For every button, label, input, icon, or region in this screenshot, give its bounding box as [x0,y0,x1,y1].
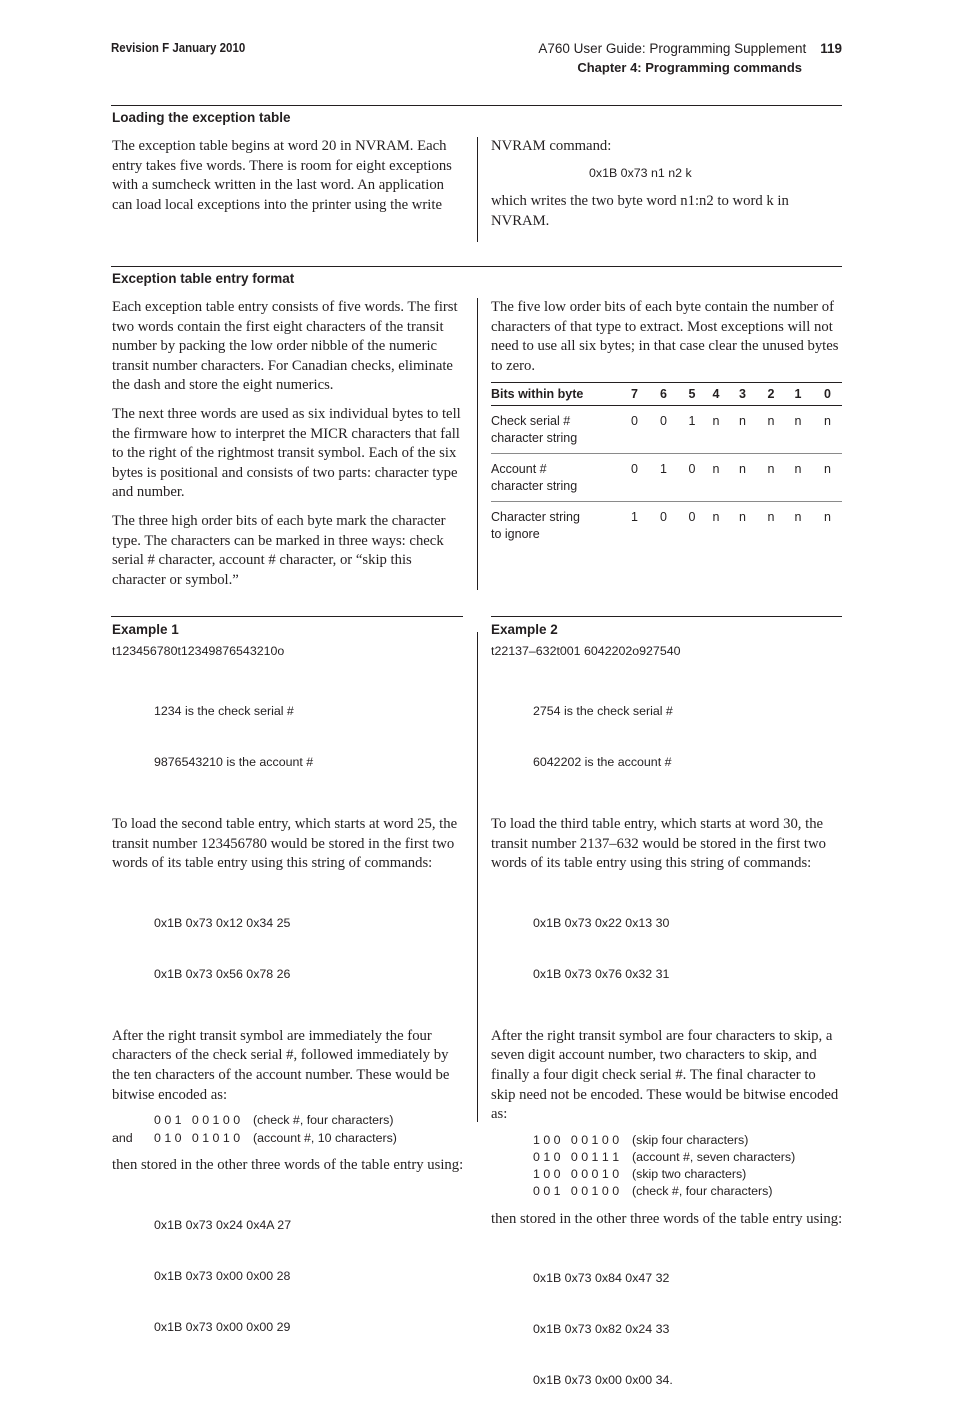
example2 [491,622,843,1423]
loading-paragraph-right-1: NVRAM command: [491,138,612,154]
bit-cell: n [726,406,759,454]
bit-cell: n [813,406,842,454]
example2-paragraph-1: To load the third table entry, which starts at word 30, the transit number 2137–632 would be stored in the first two words of its table entry using this string of commands: [491,816,826,872]
row-label: Account # character string [491,454,620,502]
bit-4-header: 4 [706,383,726,406]
revision-label: Revision F January 2010 [111,41,246,55]
example1-micr-line: t123456780t12349876543210o [112,644,285,658]
bit-cell: n [824,510,831,524]
example2-rule [491,616,842,617]
command-line: 0x1B 0x73 0x22 0x13 30 [533,915,670,930]
row-label: Character string to ignore [491,510,580,541]
example1-encoding [112,1112,464,1148]
encoding-bits: 0 1 0 0 1 0 1 0 [154,1131,241,1146]
example2-micr-line: t22137–632t001 6042202o927540 [491,644,681,658]
example1 [112,622,464,1370]
example2-commands-2 [533,1236,843,1423]
format-left-column [112,298,464,590]
doc-title: A760 User Guide: Programming Supplement [538,41,807,56]
example1-commands-1 [154,881,464,1017]
heading-loading-table: Loading the exception table [112,110,291,125]
heading-entry-format: Exception table entry format [112,271,295,286]
bits-table-header [491,383,842,406]
bit-3-header: 3 [726,383,759,406]
command-line: 0x1B 0x73 0x00 0x00 34. [533,1373,673,1388]
command-line: 0x1B 0x73 0x24 0x4A 27 [154,1217,292,1232]
encoding-description: (account #, 10 characters) [253,1131,397,1146]
table-row [491,454,842,502]
bit-cell: n [739,510,746,524]
bit-cell: 0 [688,510,696,524]
encoding-bits: 1 0 0 0 0 0 1 0 [533,1166,620,1181]
bit-7-header: 7 [620,383,649,406]
bit-cell: 0 [649,406,678,454]
example2-notes [533,669,843,805]
doc-title-line [538,39,842,58]
command-line: 0x1B 0x73 0x56 0x78 26 [154,966,291,981]
nvram-command: 0x1B 0x73 n1 n2 k [589,166,692,180]
example2-commands-1 [533,881,843,1017]
encoding-description: (skip two characters) [632,1166,747,1181]
bits-table-wrapper [491,382,842,549]
format-paragraph-right: The five low order bits of each byte contain the number of characters of that type to extract. Most exceptions will not need to use all six bytes; in that case clear the unused bytes to zero. [491,299,839,374]
table-row [491,406,842,454]
example2-paragraph-3: then stored in the other three words of the table entry using: [491,1210,843,1227]
format-paragraph-2: The next three words are used as six individual bytes to tell the firmware how to interpret the MICR characters that fall to the right of the rightmost transit symbol. Each of the six bytes is positional and consists of two parts: character type and number. [112,405,461,501]
bit-cell: n [783,406,813,454]
encoding-description: (check #, four characters) [632,1183,773,1198]
example1-account-note: 9876543210 is the account # [154,755,314,769]
encoding-and-label: and [112,1131,133,1146]
bit-cell: 0 [678,454,706,502]
bit-cell: n [794,510,802,524]
bit-cell: 0 [620,454,649,502]
example1-notes [154,669,464,805]
encoding-description: (account #, seven characters) [632,1149,796,1164]
bit-cell: 0 [660,510,667,524]
bit-cell: n [783,454,813,502]
format-paragraph-3: The three high order bits of each byte mark the character type. The characters can be marked in three ways: check serial # character, account # character, or “skip this character or symbol.” [112,512,446,588]
section-rule [111,105,842,106]
chapter-title: Chapter 4: Programming commands [577,60,802,75]
bit-0-header: 0 [813,383,842,406]
example2-serial-note: 2754 is the check serial # [533,704,673,718]
loading-paragraph-left: The exception table begins at word 20 in NVRAM. Each entry takes five words. There is room for eight exceptions with a sumcheck written in the last word. An application can load local exceptions into the printer using the write [112,138,452,213]
example2-paragraph-2: After the right transit symbol are four characters to skip, a seven digit account number, two characters to skip, and finally a four digit check serial #. The final character to skip need not be encoded. These would be bitwise encoded as: [491,1027,839,1123]
command-line: 0x1B 0x73 0x84 0x47 32 [533,1271,670,1286]
example2-account-note: 6042202 is the account # [533,755,672,769]
bit-2-header: 2 [759,383,783,406]
command-line: 0x1B 0x73 0x12 0x34 25 [154,915,291,930]
command-line: 0x1B 0x73 0x76 0x32 31 [533,966,670,981]
bit-cell: 1 [631,510,638,524]
example1-paragraph-1: To load the second table entry, which starts at word 25, the transit number 123456780 would be stored in the first two words of its table entry using this string of commands: [112,816,458,872]
command-line: 0x1B 0x73 0x00 0x00 29 [154,1319,291,1334]
column-divider [477,632,478,1122]
bits-table [491,383,842,549]
example1-paragraph-3: then stored in the other three words of the table entry using: [112,1157,464,1174]
example1-commands-2 [154,1183,464,1370]
example1-rule [111,616,463,617]
encoding-bits: 0 0 1 0 0 1 0 0 [533,1183,620,1198]
encoding-bits: 0 0 1 0 0 1 0 0 [154,1113,241,1128]
encoding-bits: 0 1 0 0 0 1 1 1 [533,1149,620,1164]
column-divider [477,298,478,590]
command-line: 0x1B 0x73 0x00 0x00 28 [154,1268,291,1283]
running-header [538,39,842,78]
example2-encoding [533,1132,843,1200]
bit-cell: n [706,454,726,502]
bits-header-label: Bits within byte [491,383,620,406]
bit-cell: 1 [678,406,706,454]
encoding-description: (skip four characters) [632,1132,749,1147]
example1-paragraph-2: After the right transit symbol are immediately the four characters of the check serial #, followed immediately by the ten characters of the account number. These would be bitwise encoded as: [112,1027,450,1103]
bit-cell: n [706,406,726,454]
bit-cell: 0 [620,406,649,454]
bit-cell: n [813,454,842,502]
bit-6-header: 6 [649,383,678,406]
example2-heading: Example 2 [491,622,558,637]
command-line: 0x1B 0x73 0x82 0x24 33 [533,1322,670,1337]
bit-1-header: 1 [783,383,813,406]
section-rule [111,266,842,267]
bit-cell: 1 [649,454,678,502]
page-number: 119 [820,41,842,56]
bit-cell: n [726,454,759,502]
example1-serial-note: 1234 is the check serial # [154,704,294,718]
bit-cell: n [712,510,720,524]
row-label: Check serial # character string [491,406,620,454]
bit-cell: n [759,454,783,502]
format-paragraph-1: Each exception table entry consists of five words. The first two words contain the first eight characters of the transit number by packing the low order nibble of the numeric transit number characters. For Canadian checks, eliminate the dash and store the eight numerics. [112,299,458,394]
bit-cell: n [759,406,783,454]
bit-cell: n [767,510,775,524]
encoding-description: (check #, four characters) [253,1113,394,1128]
column-divider [477,137,478,242]
loading-paragraph-right-2: which writes the two byte word n1:n2 to word k in NVRAM. [491,193,789,229]
example1-heading: Example 1 [112,622,179,637]
bit-5-header: 5 [678,383,706,406]
encoding-bits: 1 0 0 0 0 1 0 0 [533,1132,620,1147]
table-row [491,502,842,550]
